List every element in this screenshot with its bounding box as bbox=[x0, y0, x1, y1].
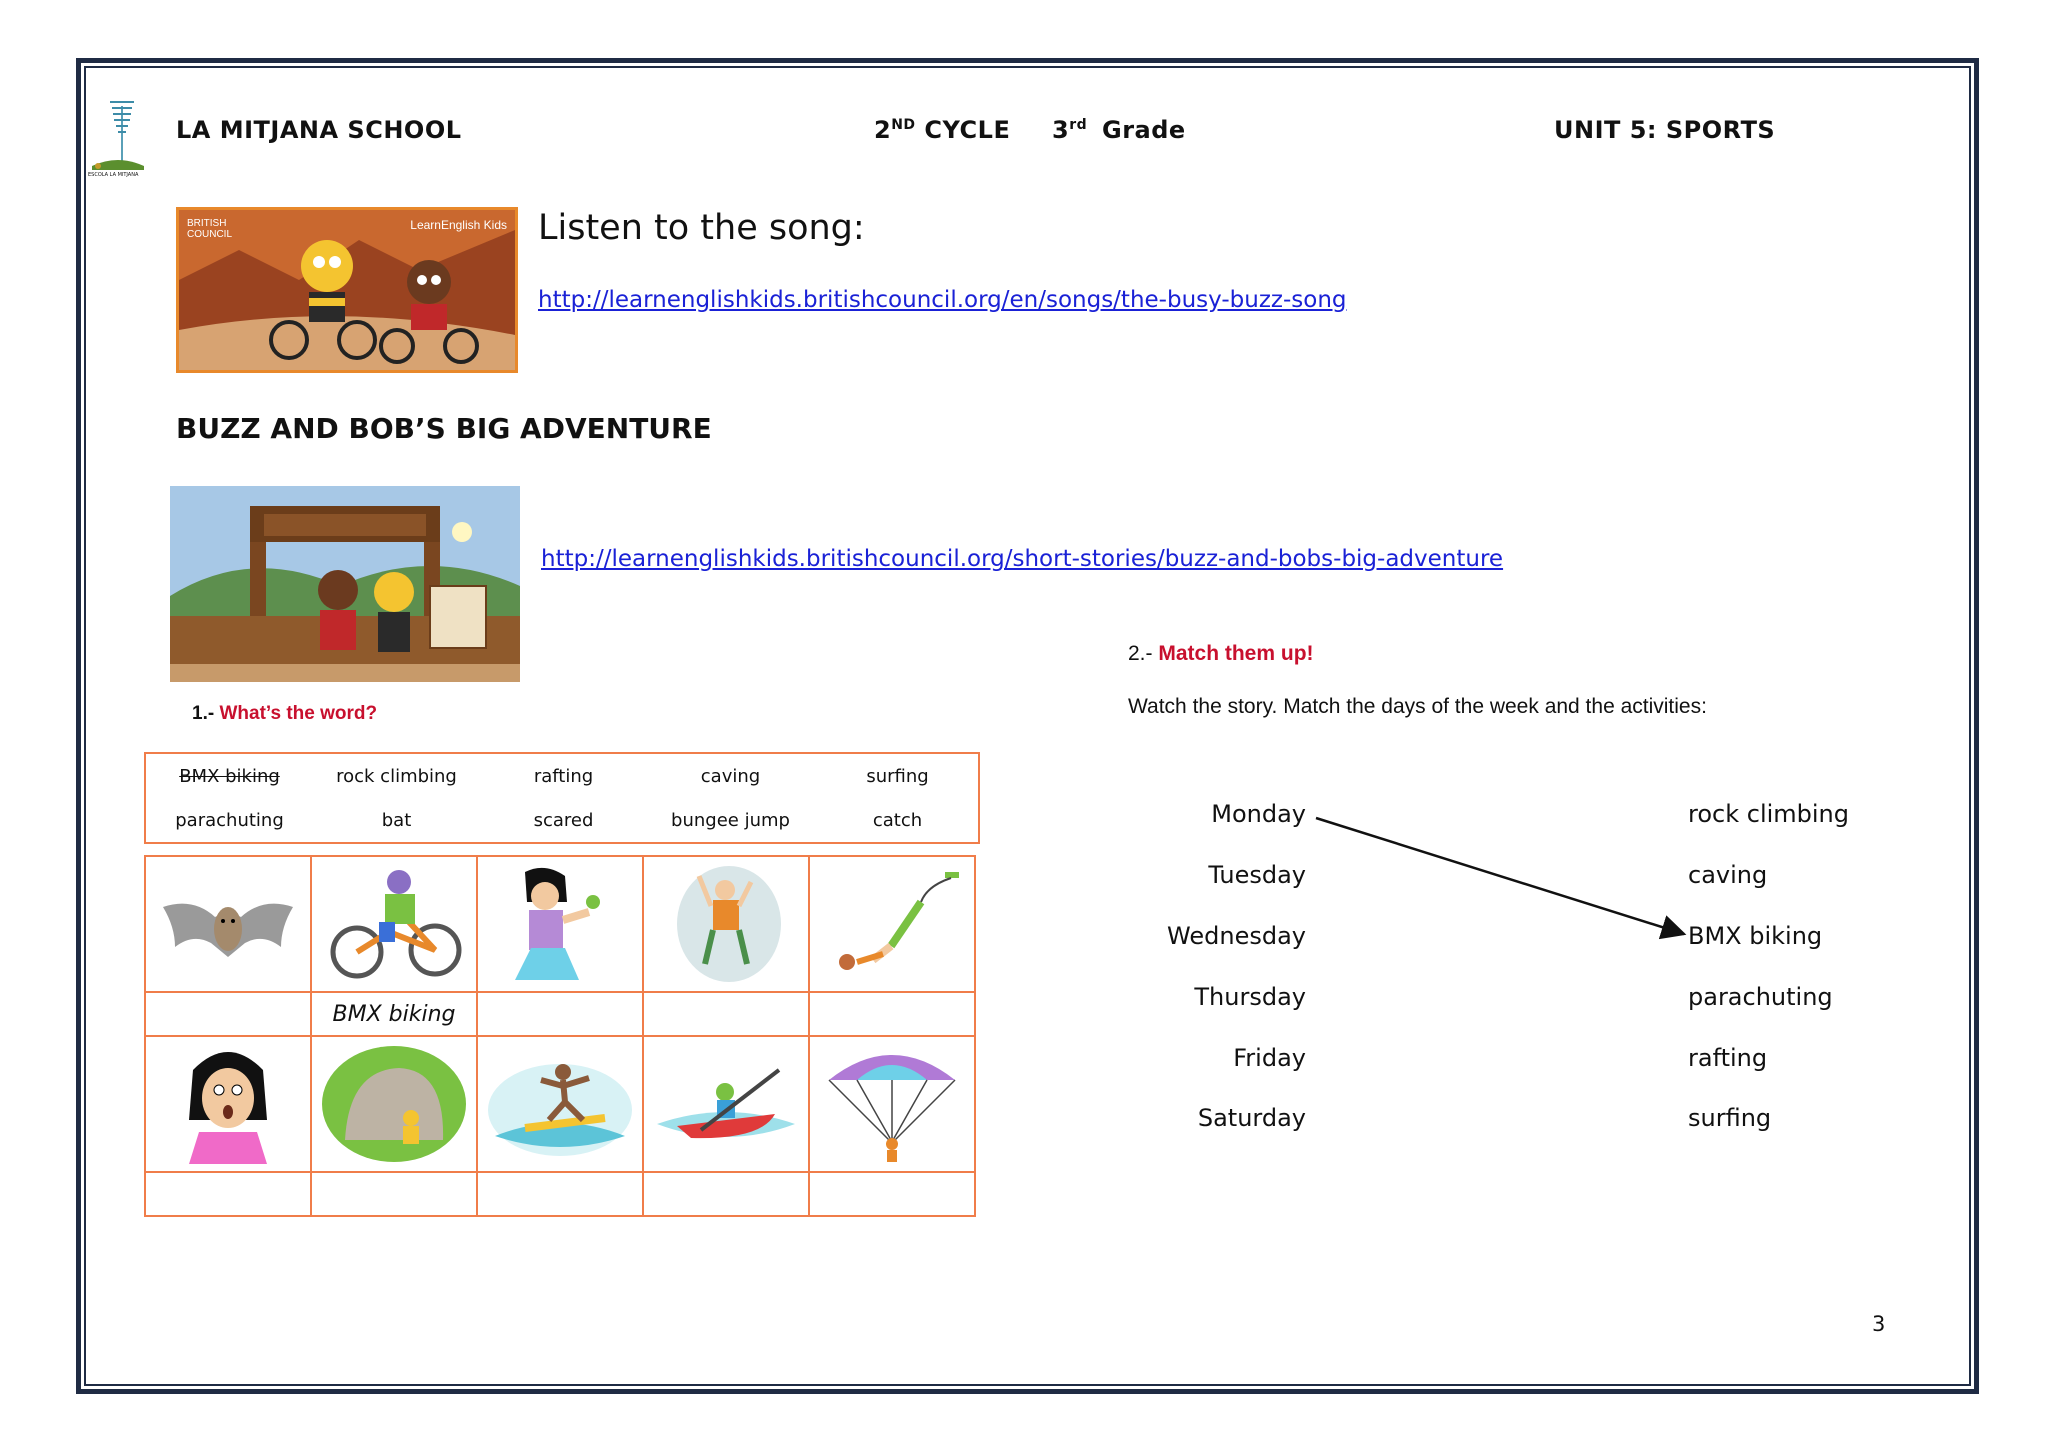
day-item: Thursday bbox=[1194, 983, 1306, 1011]
grade-number: 3 bbox=[1052, 116, 1070, 144]
answer-cell[interactable] bbox=[145, 1172, 311, 1216]
cycle-number: 2 bbox=[874, 116, 892, 144]
word-bank-item: rafting bbox=[533, 766, 594, 787]
activity-item: rafting bbox=[1688, 1044, 1768, 1072]
exercise1-heading: What’s the word? bbox=[219, 703, 378, 724]
example-match-arrow bbox=[1300, 800, 1700, 950]
school-logo bbox=[88, 96, 146, 180]
grade-suffix: rd bbox=[1069, 117, 1088, 133]
activity-item: rock climbing bbox=[1688, 800, 1850, 828]
unit-title: UNIT 5: SPORTS bbox=[1554, 116, 1776, 144]
answer-cell[interactable] bbox=[477, 1172, 643, 1216]
word-bank-item: surfing bbox=[866, 766, 929, 787]
word-bank bbox=[144, 752, 980, 844]
song-heading: Listen to the song: bbox=[538, 208, 865, 248]
picture-word-grid bbox=[144, 855, 976, 1217]
word-bank-item: bat bbox=[381, 810, 412, 831]
activity-item: surfing bbox=[1688, 1104, 1772, 1132]
exercise2-instruction: Watch the story. Match the days of the week and the activities: bbox=[1128, 695, 1707, 718]
answer-cell[interactable]: BMX biking bbox=[311, 992, 477, 1036]
logo-caption: ESCOLA LA MITJANA bbox=[88, 172, 139, 178]
word-bank-item: BMX biking bbox=[179, 766, 280, 787]
word-bank-item: scared bbox=[533, 810, 594, 831]
cycle-word: CYCLE bbox=[924, 116, 1011, 144]
day-item: Saturday bbox=[1197, 1104, 1306, 1132]
word-bank-item: parachuting bbox=[175, 810, 284, 831]
answer-cell[interactable] bbox=[643, 992, 809, 1036]
activity-item: caving bbox=[1688, 861, 1768, 889]
exercise1-title bbox=[192, 703, 377, 725]
tree-logo-icon bbox=[88, 96, 146, 180]
cycle-label bbox=[874, 116, 1010, 144]
story-video-thumbnail[interactable] bbox=[170, 486, 520, 682]
activity-item: BMX biking bbox=[1688, 922, 1823, 950]
day-item: Monday bbox=[1211, 800, 1306, 828]
word-bank-item: caving bbox=[700, 766, 761, 787]
thumbnail-brand-right: LearnEnglish Kids bbox=[410, 218, 507, 232]
story-link[interactable]: http://learnenglishkids.britishcouncil.org/short-stories/buzz-and-bobs-big-adventure bbox=[541, 546, 1504, 572]
answer-cell[interactable] bbox=[809, 992, 975, 1036]
bungee-jump-picture bbox=[809, 856, 975, 992]
exercise1-number: 1.- bbox=[192, 703, 215, 724]
word-bank-item: rock climbing bbox=[336, 766, 457, 787]
answer-cell[interactable] bbox=[643, 1172, 809, 1216]
word-bank-item: bungee jump bbox=[671, 810, 790, 831]
cycle-suffix: ND bbox=[891, 117, 916, 133]
caving-picture bbox=[311, 1036, 477, 1172]
day-item: Wednesday bbox=[1167, 922, 1306, 950]
grade-label bbox=[1052, 116, 1186, 144]
bmx-biking-picture bbox=[311, 856, 477, 992]
song-video-thumbnail[interactable] bbox=[176, 207, 518, 373]
answer-cell[interactable] bbox=[809, 1172, 975, 1216]
day-item: Tuesday bbox=[1208, 861, 1306, 889]
rafting-picture bbox=[643, 1036, 809, 1172]
catch-picture bbox=[477, 856, 643, 992]
adventure-title: BUZZ AND BOB’S BIG ADVENTURE bbox=[176, 412, 712, 445]
exercise2-title bbox=[1128, 642, 1314, 666]
activity-item: parachuting bbox=[1688, 983, 1833, 1011]
song-link[interactable]: http://learnenglishkids.britishcouncil.org/en/songs/the-busy-buzz-song bbox=[538, 287, 1347, 313]
scared-picture bbox=[145, 1036, 311, 1172]
exercise2-heading: Match them up! bbox=[1158, 642, 1314, 665]
answer-cell[interactable] bbox=[311, 1172, 477, 1216]
grade-word: Grade bbox=[1102, 116, 1186, 144]
answer-cell[interactable] bbox=[145, 992, 311, 1036]
rock-climbing-picture bbox=[643, 856, 809, 992]
exercise2-number: 2.- bbox=[1128, 642, 1153, 665]
parachuting-picture bbox=[809, 1036, 975, 1172]
surfing-picture bbox=[477, 1036, 643, 1172]
page-number: 3 bbox=[1872, 1312, 1886, 1336]
school-name: LA MITJANA SCHOOL bbox=[176, 116, 462, 144]
answer-cell[interactable] bbox=[477, 992, 643, 1036]
bat-picture bbox=[145, 856, 311, 992]
thumbnail-brand-left: BRITISH COUNCIL bbox=[187, 218, 233, 240]
word-bank-item: catch bbox=[872, 810, 923, 831]
day-item: Friday bbox=[1233, 1044, 1306, 1072]
